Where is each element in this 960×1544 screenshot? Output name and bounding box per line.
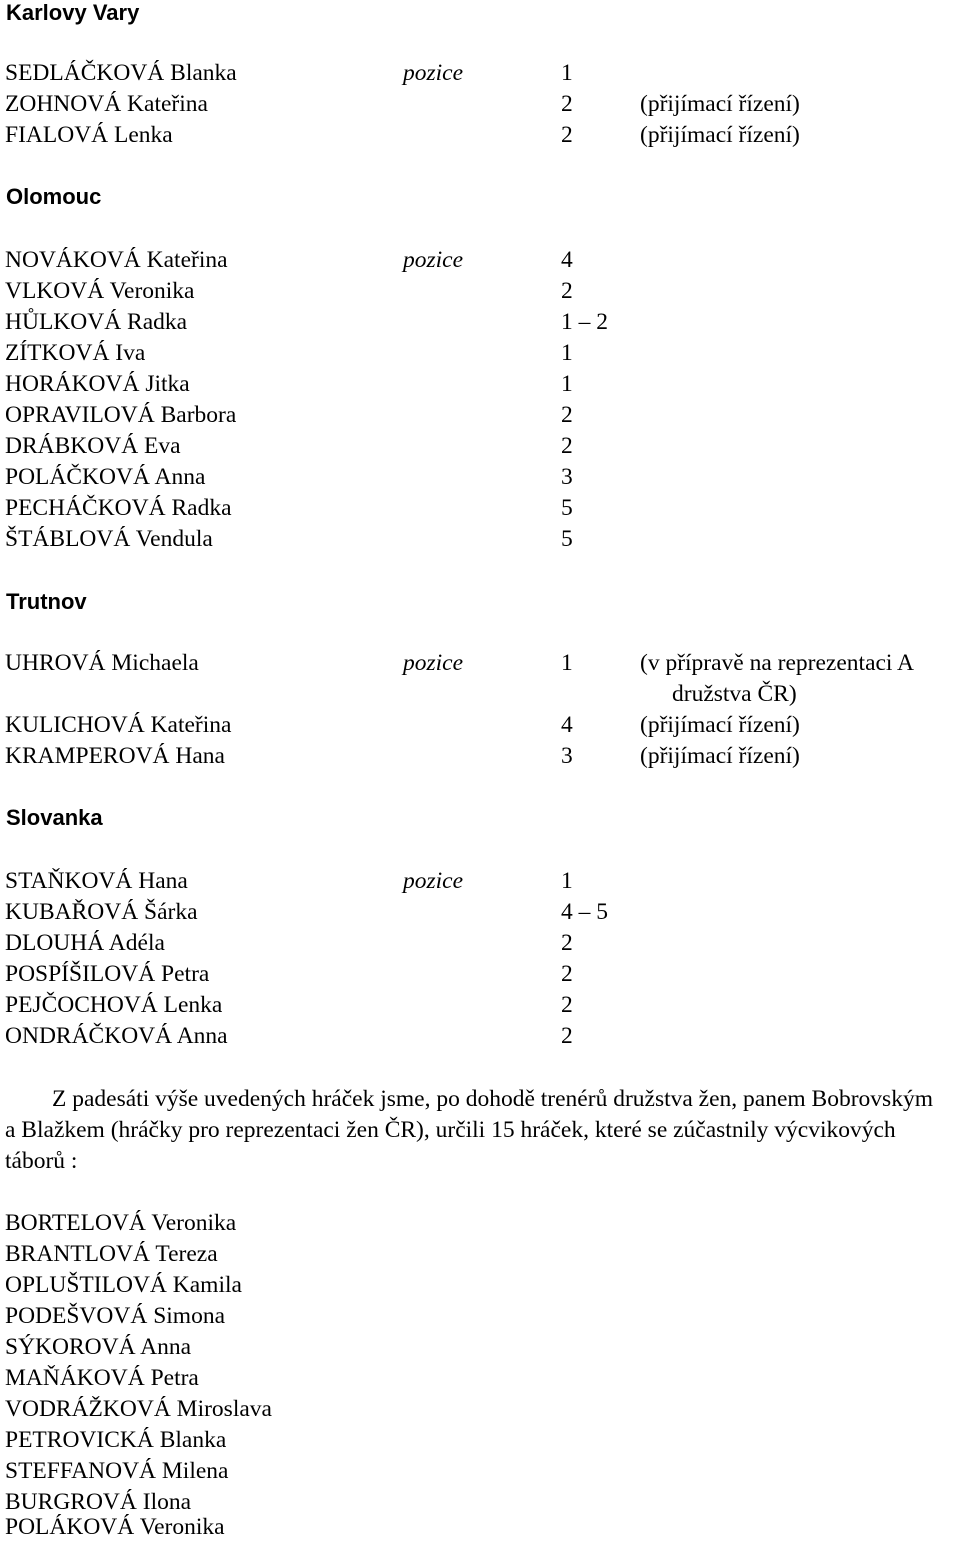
list-item: SÝKOROVÁ Anna	[5, 1334, 192, 1360]
position-label: pozice	[403, 247, 464, 273]
player-note-continuation: družstva ČR)	[672, 681, 797, 707]
player-note: (přijímací řízení)	[640, 743, 800, 769]
position-number: 2	[561, 402, 573, 428]
player-name: VLKOVÁ Veronika	[5, 278, 195, 304]
position-number: 2	[561, 278, 573, 304]
player-name: UHROVÁ Michaela	[5, 650, 199, 676]
list-item	[0, 741, 960, 772]
list-item: BRANTLOVÁ Tereza	[5, 1241, 218, 1267]
player-note: (přijímací řízení)	[640, 91, 800, 117]
position-number: 1	[561, 650, 573, 676]
list-item	[0, 493, 960, 524]
player-name: HŮLKOVÁ Radka	[5, 309, 188, 335]
list-item	[0, 462, 960, 493]
position-number: 4	[561, 247, 573, 273]
position-number: 1	[561, 371, 573, 397]
player-name: DRÁBKOVÁ Eva	[5, 433, 181, 459]
list-item: VODRÁŽKOVÁ Miroslava	[5, 1396, 272, 1422]
player-name: ZÍTKOVÁ Iva	[5, 340, 146, 366]
list-item	[0, 369, 960, 400]
selection-paragraph: Z padesáti výše uvedených hráček jsme, po dohodě trenérů družstva žen, panem Bobrovským a Blažkem (hráčky pro reprezentaci žen ČR), určili 15 hráček, které se zúčastnily výcvikových táborů :	[5, 1086, 933, 1174]
list-item	[0, 990, 960, 1021]
position-label: pozice	[403, 60, 464, 86]
position-number: 1	[561, 868, 573, 894]
position-number: 3	[561, 743, 573, 769]
list-item	[0, 1021, 960, 1052]
list-item	[0, 338, 960, 369]
position-number: 2	[561, 91, 573, 117]
position-number: 1	[561, 60, 573, 86]
list-item	[0, 866, 960, 897]
list-item	[0, 710, 960, 741]
list-item	[0, 431, 960, 462]
list-item	[0, 245, 960, 276]
player-name: FIALOVÁ Lenka	[5, 122, 173, 148]
player-name: ZOHNOVÁ Kateřina	[5, 91, 208, 117]
player-name: POLÁČKOVÁ Anna	[5, 464, 206, 490]
list-item: STEFFANOVÁ Milena	[5, 1458, 229, 1484]
position-number: 4 – 5	[561, 899, 608, 925]
list-item: PODEŠVOVÁ Simona	[5, 1303, 226, 1329]
player-name: STAŇKOVÁ Hana	[5, 868, 188, 894]
list-item	[0, 959, 960, 990]
section-title-trutnov: Trutnov	[6, 589, 87, 614]
player-name: PEJČOCHOVÁ Lenka	[5, 992, 223, 1018]
player-name: NOVÁKOVÁ Kateřina	[5, 247, 228, 273]
list-item: MAŇÁKOVÁ Petra	[5, 1365, 199, 1391]
section-title-olomouc: Olomouc	[6, 184, 102, 209]
position-number: 1 – 2	[561, 309, 608, 335]
player-name: POSPÍŠILOVÁ Petra	[5, 961, 210, 987]
section-title-slovanka: Slovanka	[6, 805, 103, 830]
list-item: PETROVICKÁ Blanka	[5, 1427, 227, 1453]
list-item: BORTELOVÁ Veronika	[5, 1210, 237, 1236]
player-name: KRAMPEROVÁ Hana	[5, 743, 225, 769]
player-name: SEDLÁČKOVÁ Blanka	[5, 60, 237, 86]
player-note: (přijímací řízení)	[640, 712, 800, 738]
list-item	[0, 120, 960, 151]
position-number: 5	[561, 526, 573, 552]
list-item: BURGROVÁ Ilona	[5, 1489, 192, 1515]
position-number: 2	[561, 1023, 573, 1049]
list-item: POLÁKOVÁ Veronika	[5, 1514, 225, 1540]
position-number: 2	[561, 992, 573, 1018]
position-number: 2	[561, 433, 573, 459]
player-note: (v přípravě na reprezentaci A	[640, 650, 915, 676]
position-label: pozice	[403, 650, 464, 676]
list-item	[0, 897, 960, 928]
list-item	[0, 307, 960, 338]
player-name: DLOUHÁ Adéla	[5, 930, 165, 956]
player-name: ŠTÁBLOVÁ Vendula	[5, 526, 213, 552]
position-number: 1	[561, 340, 573, 366]
player-name: KULICHOVÁ Kateřina	[5, 712, 232, 738]
position-number: 2	[561, 930, 573, 956]
player-name: KUBAŘOVÁ Šárka	[5, 899, 198, 925]
player-name: ONDRÁČKOVÁ Anna	[5, 1023, 228, 1049]
position-number: 3	[561, 464, 573, 490]
player-note: (přijímací řízení)	[640, 122, 800, 148]
player-name: PECHÁČKOVÁ Radka	[5, 495, 232, 521]
position-number: 2	[561, 122, 573, 148]
list-item	[0, 648, 960, 679]
player-name: OPRAVILOVÁ Barbora	[5, 402, 237, 428]
list-item	[0, 524, 960, 555]
player-name: HORÁKOVÁ Jitka	[5, 371, 190, 397]
list-item	[0, 928, 960, 959]
position-number: 2	[561, 961, 573, 987]
position-number: 4	[561, 712, 573, 738]
list-item	[0, 400, 960, 431]
section-title-karlovy-vary: Karlovy Vary	[6, 0, 140, 25]
position-label: pozice	[403, 868, 464, 894]
list-item	[0, 276, 960, 307]
list-item	[0, 89, 960, 120]
list-item: OPLUŠTILOVÁ Kamila	[5, 1272, 242, 1298]
position-number: 5	[561, 495, 573, 521]
list-item	[0, 58, 960, 89]
